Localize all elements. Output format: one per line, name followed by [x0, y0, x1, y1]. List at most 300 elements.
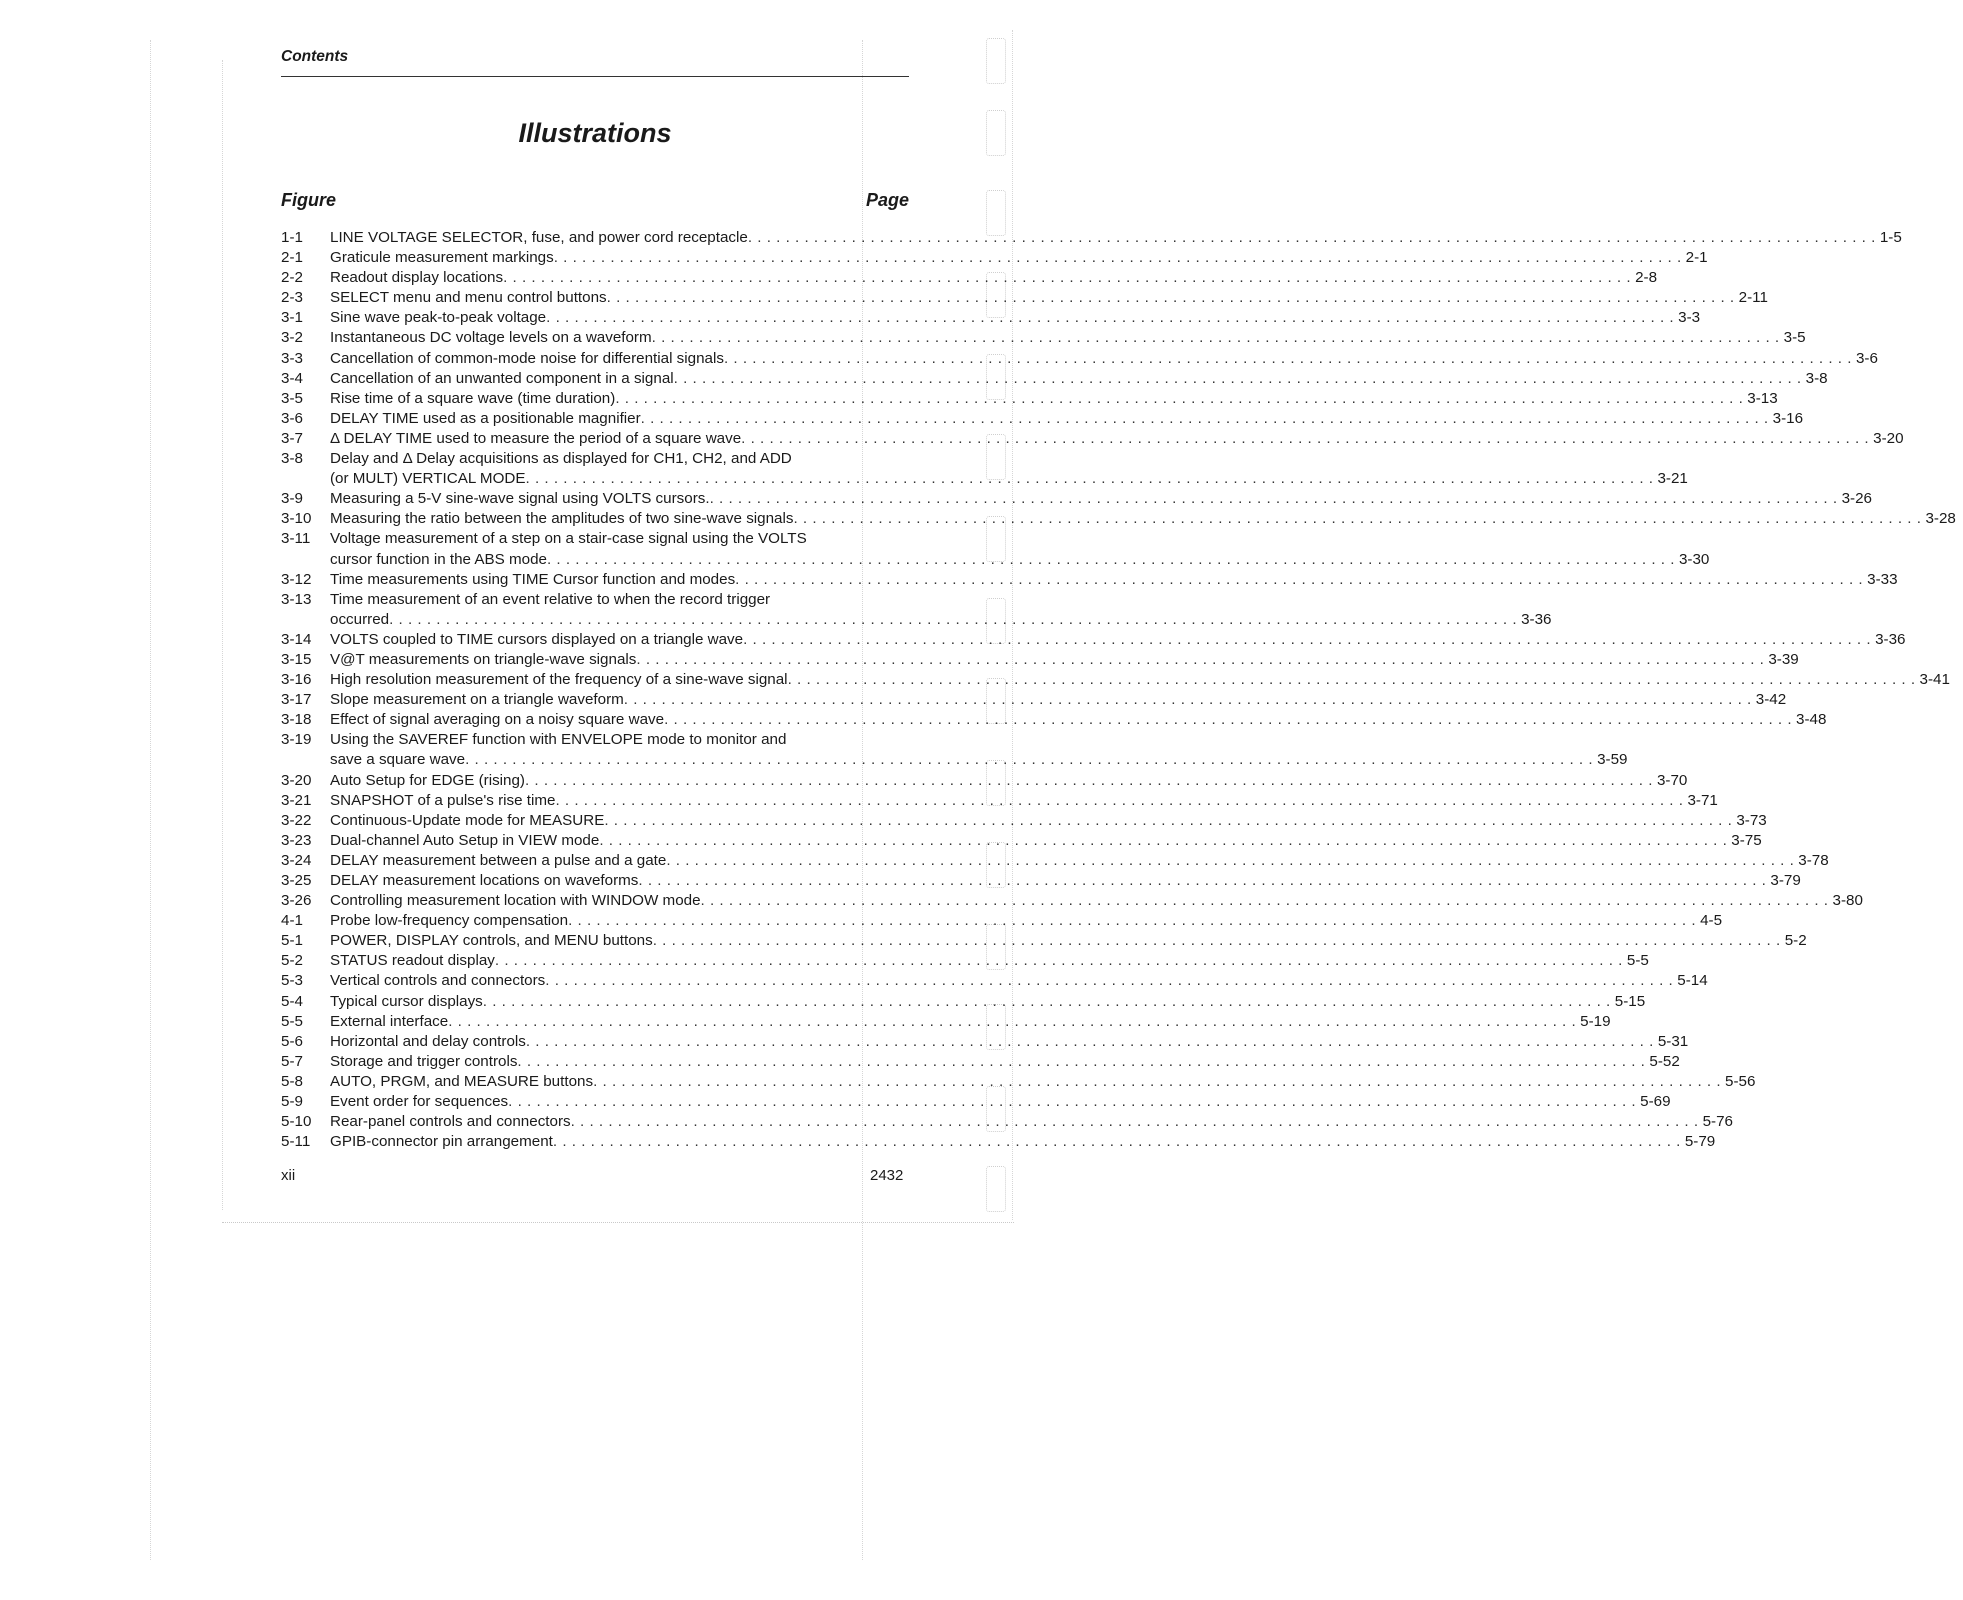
dot-leader: . . . . . . . . . . . . . . . . . . . . . . . . . . . . . . . . . . . . . . . . . . . . . . . . . . . . . . . . . . . . . . . . . . . . . . . . . . . . . . . . . . . . . . . . . . . . . . . . . . . . . . . . . . . . . . . . . . . . . . . .: [793, 510, 1922, 528]
entry-body: [330, 1032, 1689, 1052]
dot-leader: . . . . . . . . . . . . . . . . . . . . . . . . . . . . . . . . . . . . . . . . . . . . . . . . . . . . . . . . . . . . . . . . . . . . . . . . . . . . . . . . . . . . . . . . . . . . . . . . . . . . . . . . . . . . . . . . . . . . . . . .: [555, 791, 1684, 809]
column-heading-figure: Figure: [281, 190, 337, 210]
figure-caption-line: Δ DELAY TIME used to measure the period of a square wave: [330, 429, 742, 447]
entry-body: [330, 529, 1710, 569]
dot-leader: . . . . . . . . . . . . . . . . . . . . . . . . . . . . . . . . . . . . . . . . . . . . . . . . . . . . . . . . . . . . . . . . . . . . . . . . . . . . . . . . . . . . . . . . . . . . . . . . . . . . . . . . . . . . . . . . . . . . . . . .: [448, 1012, 1577, 1030]
entry-line: [330, 349, 1878, 369]
list-item: [281, 811, 1767, 831]
figure-caption-line: Probe low-frequency compensation: [330, 912, 569, 930]
list-item: [281, 951, 1649, 971]
figure-caption-line: DELAY measurement between a pulse and a gate: [330, 851, 667, 869]
figure-number: 3-14: [281, 630, 312, 648]
figure-number: 3-9: [281, 490, 303, 508]
page-reference: 3-16: [1772, 409, 1804, 427]
figure-number: 3-6: [281, 409, 303, 427]
page-reference: 2-8: [1635, 269, 1658, 287]
entry-body: [330, 328, 1806, 348]
dot-leader: . . . . . . . . . . . . . . . . . . . . . . . . . . . . . . . . . . . . . . . . . . . . . . . . . . . . . . . . . . . . . . . . . . . . . . . . . . . . . . . . . . . . . . . . . . . . . . . . . . . . . . . . . . . . . . . . . . . . . . . .: [652, 932, 1781, 950]
figure-caption-line: cursor function in the ABS mode: [330, 550, 547, 568]
dot-leader: . . . . . . . . . . . . . . . . . . . . . . . . . . . . . . . . . . . . . . . . . . . . . . . . . . . . . . . . . . . . . . . . . . . . . . . . . . . . . . . . . . . . . . . . . . . . . . . . . . . . . . . . . . . . . . . . . . . . . . . .: [570, 1113, 1699, 1131]
dot-leader: . . . . . . . . . . . . . . . . . . . . . . . . . . . . . . . . . . . . . . . . . . . . . . . . . . . . . . . . . . . . . . . . . . . . . . . . . . . . . . . . . . . . . . . . . . . . . . . . . . . . . . . . . . . . . . . . . . . . . . . .: [666, 851, 1795, 869]
figure-number: 3-20: [281, 771, 312, 789]
figure-caption-line: POWER, DISPLAY controls, and MENU buttons: [330, 932, 653, 950]
entry-line: [330, 429, 1904, 449]
page-reference: 3-36: [1521, 610, 1552, 628]
dot-leader: . . . . . . . . . . . . . . . . . . . . . . . . . . . . . . . . . . . . . . . . . . . . . . . . . . . . . . . . . . . . . . . . . . . . . . . . . . . . . . . . . . . . . . . . . . . . . . . . . . . . . . . . . . . . . . . . . . . . . . . .: [553, 249, 1682, 267]
figure-caption-line: STATUS readout display: [330, 952, 495, 970]
list-item: [281, 831, 1762, 851]
figure-number: 5-6: [281, 1032, 303, 1050]
figure-caption-line: Cancellation of an unwanted component in a signal: [330, 369, 674, 387]
list-item: [281, 449, 1688, 489]
entry-body: [330, 1132, 1716, 1152]
entry-line: [330, 389, 1778, 409]
figure-caption-line: Controlling measurement location with WINDOW mode: [330, 892, 701, 910]
dot-leader: . . . . . . . . . . . . . . . . . . . . . . . . . . . . . . . . . . . . . . . . . . . . . . . . . . . . . . . . . . . . . . . . . . . . . . . . . . . . . . . . . . . . . . . . . . . . . . . . . . . . . . . . . . . . . . . . . . . . . . . .: [546, 309, 1675, 327]
entry-body: [330, 871, 1801, 891]
entry-body: [330, 248, 1708, 268]
entry-body: [330, 228, 1902, 248]
entry-body: [330, 288, 1768, 308]
page-reference: 3-71: [1687, 791, 1718, 809]
page-reference: 5-15: [1614, 992, 1646, 1010]
figure-number: 3-15: [281, 650, 312, 668]
entry-body: [330, 992, 1646, 1012]
page-reference: 3-80: [1832, 892, 1863, 910]
entry-line: [330, 248, 1708, 268]
entry-body: [330, 1092, 1671, 1112]
dot-leader: . . . . . . . . . . . . . . . . . . . . . . . . . . . . . . . . . . . . . . . . . . . . . . . . . . . . . . . . . . . . . . . . . . . . . . . . . . . . . . . . . . . . . . . . . . . . . . . . . . . . . . . . . . . . . . . . . . . . . . . .: [606, 289, 1735, 307]
dot-leader: . . . . . . . . . . . . . . . . . . . . . . . . . . . . . . . . . . . . . . . . . . . . . . . . . . . . . . . . . . . . . . . . . . . . . . . . . . . . . . . . . . . . . . . . . . . . . . . . . . . . . . . . . . . . . . . . . . . . . . . .: [747, 229, 1876, 246]
page-reference: 3-79: [1770, 872, 1801, 889]
figure-number: 5-9: [281, 1093, 303, 1111]
figure-caption-line: Vertical controls and connectors: [330, 972, 546, 990]
dot-leader: . . . . . . . . . . . . . . . . . . . . . . . . . . . . . . . . . . . . . . . . . . . . . . . . . . . . . . . . . . . . . . . . . . . . . . . . . . . . . . . . . . . . . . . . . . . . . . . . . . . . . . . . . . . . . . . . . . . . . . . .: [525, 470, 1654, 488]
dot-leader: . . . . . . . . . . . . . . . . . . . . . . . . . . . . . . . . . . . . . . . . . . . . . . . . . . . . . . . . . . . . . . . . . . . . . . . . . . . . . . . . . . . . . . . . . . . . . . . . . . . . . . . . . . . . . . . . . . . . . . . .: [787, 671, 1916, 689]
page-reference: 1-5: [1879, 229, 1902, 246]
figure-caption-line: SELECT menu and menu control buttons: [330, 289, 607, 307]
figure-number: 3-4: [281, 369, 303, 387]
figure-caption-line: DELAY measurement locations on waveforms: [330, 872, 639, 889]
page-reference: 3-8: [1805, 369, 1828, 387]
dot-leader: . . . . . . . . . . . . . . . . . . . . . . . . . . . . . . . . . . . . . . . . . . . . . . . . . . . . . . . . . . . . . . . . . . . . . . . . . . . . . . . . . . . . . . . . . . . . . . . . . . . . . . . . . . . . . . . . . . . . . . . .: [389, 610, 1518, 628]
page-reference: 5-52: [1649, 1052, 1680, 1070]
page-reference: 5-14: [1677, 972, 1708, 990]
entry-line: [330, 610, 1552, 630]
list-item: [281, 349, 1878, 369]
figure-caption-line: High resolution measurement of the frequency of a sine-wave signal: [330, 671, 788, 689]
entry-line: [330, 871, 1801, 891]
figure-number: 3-2: [281, 329, 303, 347]
figure-number: 5-4: [281, 992, 303, 1010]
entry-line: [330, 811, 1767, 831]
figure-caption-line: DELAY TIME used as a positionable magnifier: [330, 409, 641, 427]
dot-leader: . . . . . . . . . . . . . . . . . . . . . . . . . . . . . . . . . . . . . . . . . . . . . . . . . . . . . . . . . . . . . . . . . . . . . . . . . . . . . . . . . . . . . . . . . . . . . . . . . . . . . . . . . . . . . . . . . . . . . . . .: [741, 429, 1870, 447]
figure-caption-line: Typical cursor displays: [330, 992, 483, 1010]
figure-caption-line: Cancellation of common-mode noise for differential signals: [330, 349, 724, 367]
entry-body: [330, 831, 1762, 851]
list-item: [281, 1012, 1611, 1032]
page-reference: 4-5: [1700, 912, 1723, 930]
entry-body: [330, 650, 1799, 670]
entry-body: [330, 1052, 1680, 1072]
dot-leader: . . . . . . . . . . . . . . . . . . . . . . . . . . . . . . . . . . . . . . . . . . . . . . . . . . . . . . . . . . . . . . . . . . . . . . . . . . . . . . . . . . . . . . . . . . . . . . . . . . . . . . . . . . . . . . . . . . . . . . . .: [508, 1093, 1637, 1111]
list-item: [281, 851, 1829, 871]
binder-hole: [986, 1166, 1006, 1212]
page-reference: 3-6: [1855, 349, 1878, 367]
figure-number: 3-16: [281, 671, 312, 689]
dot-leader: . . . . . . . . . . . . . . . . . . . . . . . . . . . . . . . . . . . . . . . . . . . . . . . . . . . . . . . . . . . . . . . . . . . . . . . . . . . . . . . . . . . . . . . . . . . . . . . . . . . . . . . . . . . . . . . . . . . . . . . .: [593, 1072, 1722, 1090]
dot-leader: . . . . . . . . . . . . . . . . . . . . . . . . . . . . . . . . . . . . . . . . . . . . . . . . . . . . . . . . . . . . . . . . . . . . . . . . . . . . . . . . . . . . . . . . . . . . . . . . . . . . . . . . . . . . . . . . . . . . . . . .: [743, 630, 1872, 648]
entry-body: [330, 951, 1649, 971]
list-item: [281, 1092, 1671, 1112]
entry-line: [330, 650, 1799, 670]
entry-body: [330, 630, 1906, 650]
model-number: 2432: [870, 1167, 904, 1184]
dot-leader: . . . . . . . . . . . . . . . . . . . . . . . . . . . . . . . . . . . . . . . . . . . . . . . . . . . . . . . . . . . . . . . . . . . . . . . . . . . . . . . . . . . . . . . . . . . . . . . . . . . . . . . . . . . . . . . . . . . . . . . .: [640, 409, 1769, 427]
column-heading-page: Page: [866, 190, 910, 210]
entry-body: [330, 891, 1863, 911]
entry-body: [330, 710, 1827, 730]
page-reference: 5-19: [1580, 1012, 1611, 1030]
entry-line: [330, 409, 1804, 429]
figure-number: 5-7: [281, 1052, 303, 1070]
entry-body: [330, 369, 1828, 389]
dot-leader: . . . . . . . . . . . . . . . . . . . . . . . . . . . . . . . . . . . . . . . . . . . . . . . . . . . . . . . . . . . . . . . . . . . . . . . . . . . . . . . . . . . . . . . . . . . . . . . . . . . . . . . . . . . . . . . . . . . . . . . .: [552, 1133, 1681, 1151]
figure-number: 3-12: [281, 570, 312, 588]
entry-body: [330, 1072, 1756, 1092]
list-item: [281, 911, 1723, 931]
entry-body: [330, 911, 1723, 931]
dot-leader: . . . . . . . . . . . . . . . . . . . . . . . . . . . . . . . . . . . . . . . . . . . . . . . . . . . . . . . . . . . . . . . . . . . . . . . . . . . . . . . . . . . . . . . . . . . . . . . . . . . . . . . . . . . . . . . . . . . . . . . .: [664, 711, 1793, 729]
figure-caption-line: Effect of signal averaging on a noisy square wave: [330, 711, 665, 729]
dot-leader: . . . . . . . . . . . . . . . . . . . . . . . . . . . . . . . . . . . . . . . . . . . . . . . . . . . . . . . . . . . . . . . . . . . . . . . . . . . . . . . . . . . . . . . . . . . . . . . . . . . . . . . . . . . . . . . . . . . . . . . .: [673, 369, 1802, 387]
dot-leader: . . . . . . . . . . . . . . . . . . . . . . . . . . . . . . . . . . . . . . . . . . . . . . . . . . . . . . . . . . . . . . . . . . . . . . . . . . . . . . . . . . . . . . . . . . . . . . . . . . . . . . . . . . . . . . . . . . . . . . . .: [604, 811, 1733, 829]
illustrations-list: [281, 228, 1956, 1152]
figure-caption-line: Horizontal and delay controls: [330, 1032, 526, 1050]
figure-caption-line: Dual-channel Auto Setup in VIEW mode: [330, 831, 600, 849]
page-reference: 5-69: [1640, 1093, 1671, 1111]
dot-leader: . . . . . . . . . . . . . . . . . . . . . . . . . . . . . . . . . . . . . . . . . . . . . . . . . . . . . . . . . . . . . . . . . . . . . . . . . . . . . . . . . . . . . . . . . . . . . . . . . . . . . . . . . . . . . . . . . . . . . . . .: [723, 349, 1852, 367]
page-reference: 3-20: [1873, 429, 1904, 447]
figure-number: 3-17: [281, 691, 312, 709]
entry-body: [330, 811, 1767, 831]
entry-line: [330, 630, 1906, 650]
figure-number: 3-19: [281, 731, 312, 749]
list-item: [281, 871, 1801, 891]
figure-caption-line: Time measurements using TIME Cursor function and modes: [330, 570, 736, 588]
page-reference: 3-41: [1919, 671, 1950, 689]
list-item: [281, 931, 1807, 951]
dot-leader: . . . . . . . . . . . . . . . . . . . . . . . . . . . . . . . . . . . . . . . . . . . . . . . . . . . . . . . . . . . . . . . . . . . . . . . . . . . . . . . . . . . . . . . . . . . . . . . . . . . . . . . . . . . . . . . . . . . . . . . .: [494, 952, 1623, 970]
figure-caption-line: Rise time of a square wave (time duration): [330, 389, 616, 407]
entry-line: [330, 1052, 1680, 1072]
binder-hole: [986, 110, 1006, 156]
entry-body: [330, 931, 1807, 951]
figure-number: 1-1: [281, 229, 303, 246]
page-reference: 3-21: [1657, 470, 1688, 488]
list-item: [281, 971, 1708, 991]
figure-caption-line: Rear-panel controls and connectors: [330, 1113, 571, 1131]
figure-number: 2-3: [281, 289, 303, 307]
entry-line: [330, 328, 1806, 348]
page-reference: 3-59: [1597, 751, 1628, 769]
figure-number: 3-18: [281, 711, 312, 729]
dot-leader: . . . . . . . . . . . . . . . . . . . . . . . . . . . . . . . . . . . . . . . . . . . . . . . . . . . . . . . . . . . . . . . . . . . . . . . . . . . . . . . . . . . . . . . . . . . . . . . . . . . . . . . . . . . . . . . . . . . . . . . .: [651, 329, 1780, 347]
list-item: [281, 650, 1799, 670]
figure-caption-line: Delay and Δ Delay acquisitions as displayed for CH1, CH2, and ADD: [330, 450, 792, 468]
page-reference: 3-42: [1755, 691, 1787, 709]
entry-line: [330, 228, 1902, 248]
entry-body: [330, 509, 1956, 529]
figure-caption-line: Voltage measurement of a step on a stair-case signal using the VOLTS: [330, 530, 807, 548]
list-item: [281, 328, 1806, 348]
dot-leader: . . . . . . . . . . . . . . . . . . . . . . . . . . . . . . . . . . . . . . . . . . . . . . . . . . . . . . . . . . . . . . . . . . . . . . . . . . . . . . . . . . . . . . . . . . . . . . . . . . . . . . . . . . . . . . . . . . . . . . . .: [599, 831, 1728, 849]
dot-leader: . . . . . . . . . . . . . . . . . . . . . . . . . . . . . . . . . . . . . . . . . . . . . . . . . . . . . . . . . . . . . . . . . . . . . . . . . . . . . . . . . . . . . . . . . . . . . . . . . . . . . . . . . . . . . . . . . . . . . . . .: [700, 892, 1829, 910]
figure-number: 3-8: [281, 450, 303, 468]
entry-line: [330, 489, 1872, 509]
figure-number: 3-26: [281, 892, 312, 910]
figure-number: 5-10: [281, 1113, 312, 1131]
list-item: [281, 730, 1628, 770]
figure-caption-line: Time measurement of an event relative to when the record trigger: [330, 590, 771, 608]
entry-line: [330, 308, 1701, 328]
list-item: [281, 630, 1906, 650]
entry-body: [330, 489, 1872, 509]
list-item: [281, 369, 1828, 389]
entry-line: [330, 1072, 1756, 1092]
page-reference: 2-1: [1685, 249, 1708, 267]
list-item: [281, 409, 1804, 429]
entry-line: [330, 268, 1658, 288]
page-reference: 5-56: [1725, 1072, 1756, 1090]
dot-leader: . . . . . . . . . . . . . . . . . . . . . . . . . . . . . . . . . . . . . . . . . . . . . . . . . . . . . . . . . . . . . . . . . . . . . . . . . . . . . . . . . . . . . . . . . . . . . . . . . . . . . . . . . . . . . . . . . . . . . . . .: [517, 1052, 1646, 1070]
entry-line: [330, 1092, 1671, 1112]
dot-leader: . . . . . . . . . . . . . . . . . . . . . . . . . . . . . . . . . . . . . . . . . . . . . . . . . . . . . . . . . . . . . . . . . . . . . . . . . . . . . . . . . . . . . . . . . . . . . . . . . . . . . . . . . . . . . . . . . . . . . . . .: [465, 751, 1594, 769]
figure-number: 5-5: [281, 1012, 303, 1030]
dot-leader: . . . . . . . . . . . . . . . . . . . . . . . . . . . . . . . . . . . . . . . . . . . . . . . . . . . . . . . . . . . . . . . . . . . . . . . . . . . . . . . . . . . . . . . . . . . . . . . . . . . . . . . . . . . . . . . . . . . . . . . .: [525, 1032, 1654, 1050]
dot-leader: . . . . . . . . . . . . . . . . . . . . . . . . . . . . . . . . . . . . . . . . . . . . . . . . . . . . . . . . . . . . . . . . . . . . . . . . . . . . . . . . . . . . . . . . . . . . . . . . . . . . . . . . . . . . . . . . . . . . . . . .: [638, 872, 1767, 889]
figure-caption-line: save a square wave: [330, 751, 466, 769]
list-item: [281, 771, 1688, 791]
page-reference: 5-79: [1684, 1133, 1716, 1151]
list-item: [281, 570, 1898, 590]
figure-caption-line: AUTO, PRGM, and MEASURE buttons: [330, 1072, 594, 1090]
list-item: [281, 891, 1863, 911]
figure-caption-line: (or MULT) VERTICAL MODE: [330, 470, 526, 488]
entry-body: [330, 771, 1688, 791]
page-reference: 5-2: [1784, 932, 1807, 950]
dot-leader: . . . . . . . . . . . . . . . . . . . . . . . . . . . . . . . . . . . . . . . . . . . . . . . . . . . . . . . . . . . . . . . . . . . . . . . . . . . . . . . . . . . . . . . . . . . . . . . . . . . . . . . . . . . . . . . . . . . . . . . .: [524, 771, 1653, 789]
figure-number: 3-3: [281, 349, 303, 367]
figure-caption-line: Auto Setup for EDGE (rising): [330, 771, 525, 789]
list-item: [281, 791, 1718, 811]
entry-line: [330, 1032, 1689, 1052]
list-item: [281, 489, 1872, 509]
entry-body: [330, 971, 1708, 991]
page-reference: 3-33: [1867, 570, 1898, 588]
figure-caption-line: Graticule measurement markings: [330, 249, 554, 267]
list-item: [281, 288, 1768, 308]
list-item: [281, 308, 1701, 328]
figure-caption-line: V@T measurements on triangle-wave signals: [330, 650, 637, 668]
figure-caption-line: GPIB-connector pin arrangement: [330, 1133, 553, 1151]
page-reference: 3-5: [1783, 329, 1806, 347]
figure-number: 3-11: [281, 530, 311, 548]
scan-page-edge: [222, 1222, 1014, 1223]
list-item: [281, 429, 1904, 449]
figure-caption-line: Continuous-Update mode for MEASURE: [330, 811, 605, 829]
list-item: [281, 529, 1710, 569]
page-reference: 3-30: [1678, 550, 1710, 568]
figure-caption-line: VOLTS coupled to TIME cursors displayed on a triangle wave: [330, 630, 744, 648]
entry-body: [330, 690, 1787, 710]
entry-line: [330, 550, 1710, 570]
entry-line: [330, 509, 1956, 529]
figure-number: 3-5: [281, 389, 303, 407]
list-item: [281, 389, 1778, 409]
figure-number: 2-2: [281, 269, 303, 287]
entry-body: [330, 1012, 1611, 1032]
list-item: [281, 710, 1827, 730]
list-item: [281, 1052, 1680, 1072]
page-reference: 3-78: [1798, 851, 1829, 869]
page-reference: 3-26: [1841, 490, 1872, 508]
dot-leader: . . . . . . . . . . . . . . . . . . . . . . . . . . . . . . . . . . . . . . . . . . . . . . . . . . . . . . . . . . . . . . . . . . . . . . . . . . . . . . . . . . . . . . . . . . . . . . . . . . . . . . . . . . . . . . . . . . . . . . . .: [709, 490, 1838, 508]
entry-line: [330, 690, 1787, 710]
list-item: [281, 992, 1646, 1012]
page-reference: 5-31: [1657, 1032, 1689, 1050]
page-reference: 3-28: [1925, 510, 1956, 528]
entry-body: [330, 449, 1688, 489]
entry-body: [330, 409, 1804, 429]
scan-edge-line: [222, 60, 223, 1210]
page-reference: 5-5: [1626, 952, 1649, 970]
entry-line: [330, 931, 1807, 951]
page-reference: 3-13: [1747, 389, 1778, 407]
entry-line: [330, 369, 1828, 389]
list-item: [281, 670, 1950, 690]
page-reference: 3-48: [1796, 711, 1827, 729]
dot-leader: . . . . . . . . . . . . . . . . . . . . . . . . . . . . . . . . . . . . . . . . . . . . . . . . . . . . . . . . . . . . . . . . . . . . . . . . . . . . . . . . . . . . . . . . . . . . . . . . . . . . . . . . . . . . . . . . . . . . . . . .: [623, 691, 1752, 709]
list-item: [281, 509, 1956, 529]
figure-caption-line: occurred: [330, 610, 390, 628]
figure-number: 3-23: [281, 831, 312, 849]
entry-body: [330, 349, 1878, 369]
entry-body: [330, 570, 1898, 590]
entry-line: [330, 1112, 1733, 1132]
page-title: Illustrations: [518, 118, 672, 148]
figure-number: 5-3: [281, 972, 303, 990]
figure-number: 5-2: [281, 952, 303, 970]
figure-number: 2-1: [281, 249, 303, 267]
figure-number: 5-8: [281, 1072, 303, 1090]
dot-leader: . . . . . . . . . . . . . . . . . . . . . . . . . . . . . . . . . . . . . . . . . . . . . . . . . . . . . . . . . . . . . . . . . . . . . . . . . . . . . . . . . . . . . . . . . . . . . . . . . . . . . . . . . . . . . . . . . . . . . . . .: [482, 992, 1611, 1010]
entry-line: [330, 670, 1950, 690]
dot-leader: . . . . . . . . . . . . . . . . . . . . . . . . . . . . . . . . . . . . . . . . . . . . . . . . . . . . . . . . . . . . . . . . . . . . . . . . . . . . . . . . . . . . . . . . . . . . . . . . . . . . . . . . . . . . . . . . . . . . . . . .: [735, 570, 1864, 588]
dot-leader: . . . . . . . . . . . . . . . . . . . . . . . . . . . . . . . . . . . . . . . . . . . . . . . . . . . . . . . . . . . . . . . . . . . . . . . . . . . . . . . . . . . . . . . . . . . . . . . . . . . . . . . . . . . . . . . . . . . . . . . .: [546, 550, 1675, 568]
figure-number: 3-7: [281, 429, 303, 447]
entry-line: [330, 570, 1898, 590]
figure-caption-line: Measuring a 5-V sine-wave signal using VOLTS cursors.: [330, 490, 710, 508]
entry-line: [330, 710, 1827, 730]
entry-line: [330, 971, 1708, 991]
list-item: [281, 1032, 1689, 1052]
list-item: [281, 690, 1787, 710]
entry-line: [330, 992, 1646, 1012]
entry-line: [330, 791, 1718, 811]
page-reference: 3-70: [1656, 771, 1688, 789]
figure-number: 3-25: [281, 872, 312, 889]
dot-leader: . . . . . . . . . . . . . . . . . . . . . . . . . . . . . . . . . . . . . . . . . . . . . . . . . . . . . . . . . . . . . . . . . . . . . . . . . . . . . . . . . . . . . . . . . . . . . . . . . . . . . . . . . . . . . . . . . . . . . . . .: [568, 912, 1697, 930]
figure-caption-line: Event order for sequences: [330, 1093, 509, 1111]
figure-caption-line: Using the SAVEREF function with ENVELOPE mode to monitor and: [330, 731, 787, 749]
list-item: [281, 1072, 1756, 1092]
figure-number: 4-1: [281, 912, 303, 930]
running-header: Contents: [281, 48, 349, 65]
figure-caption-line: Storage and trigger controls: [330, 1052, 518, 1070]
list-item: [281, 1132, 1716, 1152]
binder-hole: [986, 38, 1006, 84]
entry-line: [330, 288, 1768, 308]
figure-caption-line: Sine wave peak-to-peak voltage: [330, 309, 547, 327]
list-item: [281, 228, 1902, 248]
page-number: xii: [281, 1167, 296, 1184]
list-item: [281, 268, 1658, 288]
entry-body: [330, 670, 1950, 690]
page-reference: 2-11: [1738, 289, 1768, 307]
figure-number: 5-1: [281, 932, 303, 950]
figure-number: 5-11: [281, 1133, 311, 1151]
figure-caption-line: Readout display locations: [330, 269, 504, 287]
entry-body: [330, 791, 1718, 811]
list-item: [281, 248, 1708, 268]
entry-line: [330, 469, 1688, 489]
list-item: [281, 1112, 1733, 1132]
entry-line: [330, 771, 1688, 791]
header-rule: [281, 76, 909, 77]
dot-leader: . . . . . . . . . . . . . . . . . . . . . . . . . . . . . . . . . . . . . . . . . . . . . . . . . . . . . . . . . . . . . . . . . . . . . . . . . . . . . . . . . . . . . . . . . . . . . . . . . . . . . . . . . . . . . . . . . . . . . . . .: [636, 650, 1765, 668]
figure-caption-line: SNAPSHOT of a pulse's rise time: [330, 791, 556, 809]
figure-caption-line: Measuring the ratio between the amplitudes of two sine-wave signals: [330, 510, 794, 528]
entry-body: [330, 308, 1701, 328]
figure-number: 3-1: [281, 309, 303, 327]
entry-line: [330, 891, 1863, 911]
figure-caption-line: External interface: [330, 1012, 449, 1030]
entry-body: [330, 590, 1552, 630]
figure-number: 3-21: [281, 791, 312, 809]
figure-number: 3-13: [281, 590, 312, 608]
list-item: [281, 590, 1552, 630]
page-reference: 3-75: [1731, 831, 1762, 849]
entry-body: [330, 429, 1904, 449]
entry-body: [330, 851, 1829, 871]
entry-line: [330, 951, 1649, 971]
figure-number: 3-22: [281, 811, 312, 829]
entry-line: [330, 750, 1628, 770]
entry-body: [330, 389, 1778, 409]
entry-line: [330, 831, 1762, 851]
figure-caption-line: Slope measurement on a triangle waveform: [330, 691, 624, 709]
figure-number: 3-10: [281, 510, 312, 528]
page-reference: 5-76: [1702, 1113, 1733, 1131]
figure-caption-line: LINE VOLTAGE SELECTOR, fuse, and power cord receptacle: [330, 229, 748, 246]
entry-line: [330, 1012, 1611, 1032]
figure-caption-line: Instantaneous DC voltage levels on a waveform: [330, 329, 652, 347]
dot-leader: . . . . . . . . . . . . . . . . . . . . . . . . . . . . . . . . . . . . . . . . . . . . . . . . . . . . . . . . . . . . . . . . . . . . . . . . . . . . . . . . . . . . . . . . . . . . . . . . . . . . . . . . . . . . . . . . . . . . . . . .: [503, 269, 1632, 287]
dot-leader: . . . . . . . . . . . . . . . . . . . . . . . . . . . . . . . . . . . . . . . . . . . . . . . . . . . . . . . . . . . . . . . . . . . . . . . . . . . . . . . . . . . . . . . . . . . . . . . . . . . . . . . . . . . . . . . . . . . . . . . .: [615, 389, 1744, 407]
figure-number: 3-24: [281, 851, 312, 869]
